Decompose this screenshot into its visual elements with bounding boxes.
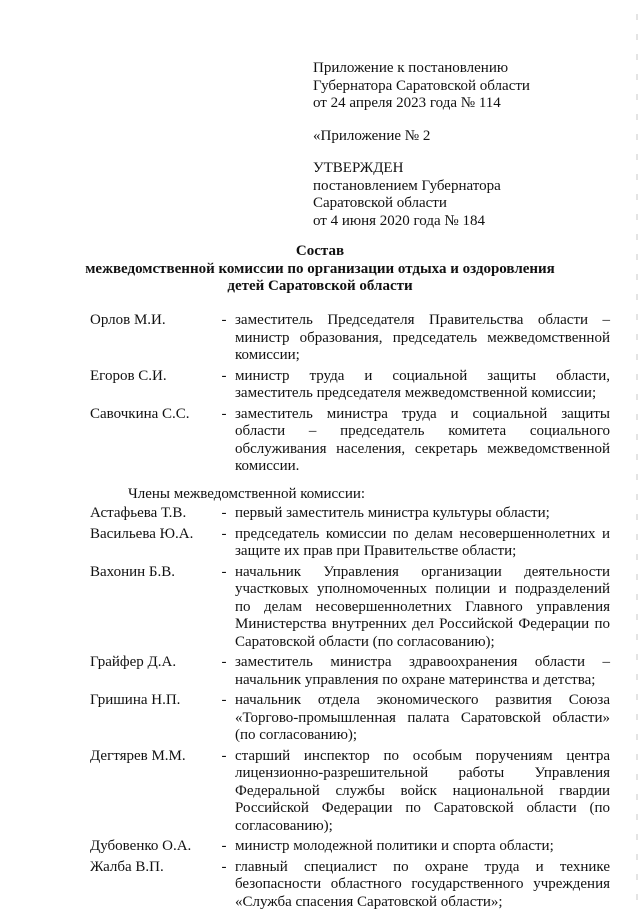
separator-dash: - bbox=[221, 367, 227, 384]
person-name: Астафьева Т.В. bbox=[90, 505, 187, 521]
person-role: начальник отдела экономического развития Союза «Торгово-промышленная палата Саратовской области» (по согласованию); bbox=[235, 692, 610, 743]
person-role: заместитель министра труда и социальной защиты области – председатель комитета социального обслуживания населения, секретарь межведомственной комиссии. bbox=[235, 405, 610, 474]
person-role: министр молодежной политики и спорта области; bbox=[235, 838, 554, 854]
roster-row bbox=[90, 312, 610, 365]
members-heading: Члены межведомственной комиссии: bbox=[128, 485, 366, 502]
roster-row bbox=[90, 368, 610, 403]
person-name: Гришина Н.П. bbox=[90, 692, 181, 708]
separator-dash: - bbox=[221, 525, 227, 542]
approved-block bbox=[313, 160, 613, 230]
roster-row bbox=[90, 526, 610, 561]
separator-dash: - bbox=[221, 312, 227, 328]
approved-line: от 4 июня 2020 года № 184 bbox=[313, 212, 485, 229]
approved-line: постановлением Губернатора bbox=[313, 177, 501, 194]
header-line: Приложение к постановлению bbox=[313, 60, 509, 76]
person-name: Грайфер Д.А. bbox=[90, 654, 177, 670]
roster-row bbox=[90, 692, 610, 745]
scan-edge-mark bbox=[636, 0, 638, 905]
person-name: Дегтярев М.М. bbox=[90, 747, 186, 764]
roster-row bbox=[90, 748, 610, 836]
person-name: Дубовенко О.А. bbox=[90, 838, 192, 854]
roster-row bbox=[90, 838, 610, 856]
person-role: первый заместитель министра культуры области; bbox=[235, 505, 550, 521]
roster-row bbox=[90, 859, 610, 912]
leadership-list bbox=[90, 312, 610, 476]
separator-dash: - bbox=[221, 858, 227, 875]
separator-dash: - bbox=[221, 563, 227, 580]
title-line: межведомственной комиссии по организации отдыха и оздоровления bbox=[85, 260, 555, 277]
title-line: детей Саратовской области bbox=[227, 278, 413, 294]
separator-dash: - bbox=[221, 505, 227, 521]
resolution-annex-header bbox=[313, 60, 613, 113]
person-role: председатель комиссии по делам несовершеннолетних и защите их прав при Правительстве области; bbox=[235, 525, 610, 559]
person-name: Жалба В.П. bbox=[90, 858, 164, 875]
header-line: от 24 апреля 2023 года № 114 bbox=[313, 95, 501, 111]
approved-line: УТВЕРЖДЕН bbox=[313, 160, 404, 176]
separator-dash: - bbox=[221, 692, 227, 708]
person-name: Васильева Ю.А. bbox=[90, 525, 194, 542]
person-name: Егоров С.И. bbox=[90, 367, 167, 384]
approved-line: Саратовской области bbox=[313, 195, 447, 211]
person-role: главный специалист по охране труда и технике безопасности областного государственного учреждения «Служба спасения Саратовской области»; bbox=[235, 858, 610, 910]
document-title bbox=[70, 243, 570, 296]
separator-dash: - bbox=[221, 654, 227, 670]
commission-roster bbox=[90, 312, 610, 914]
person-role: начальник Управления организации деятельности участковых уполномоченных полиции и подразделений по делам несовершеннолетних Главного управления Министерства внутренних дел Российской Федерации по Саратовской области (по согласованию); bbox=[235, 563, 610, 650]
roster-row bbox=[90, 505, 610, 523]
person-name: Савочкина С.С. bbox=[90, 405, 190, 422]
person-name: Вахонин Б.В. bbox=[90, 563, 176, 580]
roster-row bbox=[90, 564, 610, 652]
person-role: старший инспектор по особым поручениям центра лицензионно-разрешительной работы Управления Федеральной службы войск национальной гвардии Российской Федерации по Саратовской области (по согласованию); bbox=[235, 747, 610, 834]
separator-dash: - bbox=[221, 747, 227, 764]
person-role: министр труда и социальной защиты области, заместитель председателя межведомственной комиссии; bbox=[235, 367, 610, 401]
person-role: заместитель министра здравоохранения области – начальник управления по охране материнства и детства; bbox=[235, 654, 610, 688]
separator-dash: - bbox=[221, 838, 227, 854]
roster-row bbox=[90, 654, 610, 689]
title-line: Состав bbox=[295, 243, 345, 259]
annex-label: «Приложение № 2 bbox=[313, 128, 431, 144]
separator-dash: - bbox=[221, 405, 227, 422]
person-name: Орлов М.И. bbox=[90, 312, 166, 328]
roster-row bbox=[90, 406, 610, 476]
members-list bbox=[90, 505, 610, 911]
header-line: Губернатора Саратовской области bbox=[313, 77, 530, 94]
person-role: заместитель Председателя Правительства области – министр образования, председатель межведомственной комиссии; bbox=[235, 312, 610, 363]
